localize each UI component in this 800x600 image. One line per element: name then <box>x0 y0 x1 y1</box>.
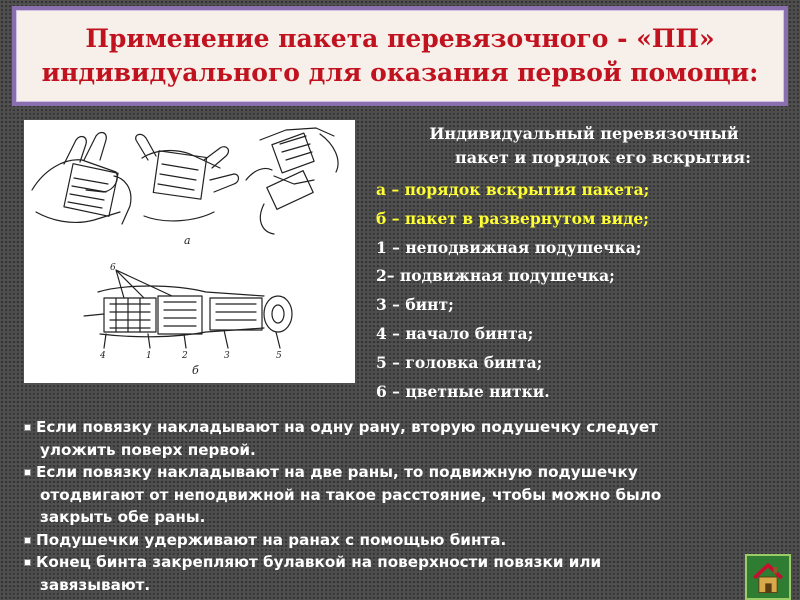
figure-label-b: б <box>192 364 199 377</box>
instruction-text: отодвигают от неподвижной на такое расстояние, чтобы можно было <box>40 485 662 504</box>
instruction-item <box>22 416 742 461</box>
instructions-list <box>22 416 742 596</box>
part-label-6: 6 <box>110 263 116 273</box>
legend-item: 3 – бинт; <box>376 295 454 315</box>
square-bullet-icon <box>24 537 31 544</box>
legend-item: 4 – начало бинта; <box>376 323 534 343</box>
title-line-1: Применение пакета перевязочного - «ПП» <box>85 24 715 53</box>
square-bullet-icon <box>24 424 31 431</box>
title-line-2: индивидуального для оказания первой помощи: <box>41 58 759 87</box>
instruction-text: уложить поверх первой. <box>40 440 256 459</box>
legend-item: 5 – головка бинта; <box>376 352 543 372</box>
first-aid-kit-illustration <box>24 120 355 383</box>
figure-label-a: а <box>184 234 191 247</box>
instruction-item <box>22 461 742 529</box>
part-label-5: 5 <box>276 351 282 361</box>
legend-item: б – пакет в развернутом виде; <box>376 208 649 228</box>
instruction-item <box>22 529 742 552</box>
legend-item: 1 – неподвижная подушечка; <box>376 237 642 257</box>
instruction-text: Если повязку накладывают на одну рану, вторую подушечку следует <box>36 418 658 436</box>
instruction-text: Конец бинта закрепляют булавкой на поверхности повязки или <box>36 553 602 571</box>
legend-item: а – порядок вскрытия пакета; <box>376 180 650 199</box>
illustration-drawing <box>24 120 355 383</box>
square-bullet-icon <box>24 559 31 566</box>
title-banner <box>12 6 788 106</box>
part-label-1: 1 <box>146 351 152 361</box>
legend-list <box>376 176 796 406</box>
part-label-3: 3 <box>224 351 230 361</box>
info-heading-line-1: Индивидуальный перевязочный <box>429 124 739 143</box>
instruction-text: Если повязку накладывают на две раны, то подвижную подушечку <box>36 463 638 481</box>
part-label-2: 2 <box>182 351 188 361</box>
instruction-text: Подушечки удерживают на ранах с помощью бинта. <box>36 530 507 549</box>
home-icon <box>747 556 789 598</box>
instruction-text: завязывают. <box>40 575 151 594</box>
instruction-item <box>22 551 742 596</box>
info-heading-line-2: пакет и порядок его вскрытия: <box>455 148 751 167</box>
home-button[interactable] <box>745 554 791 600</box>
legend-item: 2– подвижная подушечка; <box>376 266 615 286</box>
square-bullet-icon <box>24 469 31 476</box>
part-label-4: 4 <box>100 351 106 361</box>
info-heading <box>365 122 793 170</box>
instruction-text: закрыть обе раны. <box>40 508 206 526</box>
legend-item: 6 – цветные нитки. <box>376 381 550 401</box>
